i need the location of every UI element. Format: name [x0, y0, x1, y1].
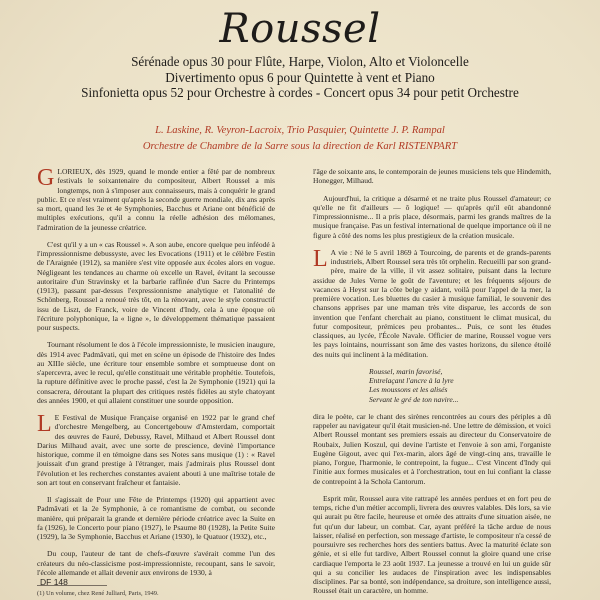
- paragraph: Esprit mûr, Roussel aura vite rattrapé les années perdues et en fort peu de temps, riche d'un métier accompli, livrera des œuvres valables. Dès lors, sa vie qui aurait pu être facile, heureuse et ornée des attraits d'une situation aisée, ne fut qu'un dur labeur, un combat. Car, ayant préféré la tâche ardue de nous laisser, réalisé en perfection, son message d'artiste, le compositeur n'a cessé de poursuivre ses recherches hors des sentiers battus. Avec la maturité éclate son génie, et si elle fut tardive, Albert Roussel connut la gloire quand une crise cardiaque l'emporta le 23 août 1937. La jeunesse a trouvé en lui un guide sûr qui a su concilier les audaces de l'inspiration avec les indispensables disciplines. Par sa bonté, son indépendance, sa droiture, son intelligence aussi, Roussel était un caractère, un homme.: [313, 493, 551, 596]
- paragraph-text: E Festival de Musique Française organisé en 1922 par le grand chef d'orchestre Mengelberg, au Concertgebouw d'Amsterdam, comportait des œuvres de Fauré, Debussy, Ravel, Milhaud et Albert Roussel dont Darius Milhaud avait, avec une sorte de prescience, devinė l'importance historique, comme il en témoigne dans ses Notes sans musique (1) : « Ravel jouissait d'un grand prestige à l'étranger, mais j'admirais plus Roussel dont l'évolution et les recherches constantes avaient abouti à une maîtrise totale de son art tout en conservant fraîcheur et fantaisie.: [37, 413, 275, 487]
- paragraph: Du coup, l'auteur de tant de chefs-d'œuvre s'avérait comme l'un des créateurs du néo-classicisme post-impressionniste, recoupant, sans le savoir, l'école allemande et allait devenir aux environs de 1930, à: [37, 549, 275, 577]
- drop-cap: L: [313, 245, 328, 272]
- paragraph: [313, 245, 551, 359]
- paragraph: dira le poète, car le chant des sirènes rencontrées au cours des périples a dû rappeler au navigateur qu'il était musicien-né. Une lettre de démission, et voici Albert Roussel montant ses premiers essais au directeur du Conservatoire de Roubaix, Julien Koszul, qui devine l'artiste et l'envoie à son ami, l'organiste Eugène Gigout, avec qui l'ex-marin, alors âgé de vingt-cinq ans, travaille le piano, l'orgue, l'harmonie, le contrepoint, la fugue... C'est Vincent d'Indy qui l'initie aux formes musicales et à l'orchestration, tout en lui confiant la classe de contrepoint à la Schola Cantorum.: [313, 411, 551, 486]
- paragraph: l'âge de soixante ans, le contemporain de jeunes musiciens tels que Hindemith, Honegger, Milhaud.: [313, 167, 551, 186]
- paragraph: Aujourd'hui, la critique a désarmé et ne traite plus Roussel d'amateur; ce qu'elle ne fit d'ailleurs — ô logique! — qu'après qu'il eût abandonné l'impressionnisme... Il a pris place, désormais, parmi les grands maîtres de la musique française. Pas un festival international de quelque importance où il ne figure à côté des noms les plus prestigieux de la création musicale.: [313, 193, 551, 240]
- work-line: Sinfonietta opus 52 pour Orchestre à cordes - Concert opus 34 pour petit Orchestre: [81, 85, 519, 101]
- paragraph-text: LORIEUX, dès 1929, quand le monde entier a fêté par de nombreux festivals le soixantenaire du compositeur, Albert Roussel a mis longtemps, non à s'imposer aux connaisseurs, mais à conquérir le grand public. Et ce n'est vraiment qu'après la seconde guerre mondiale, dix ans après sa mort, quand les 3e et 4e Symphonies, Bacchus et Ariane ont bénéficié de multiples exécutions, qu'il a connu la réelle adhésion des mélomanes, l'admiration de la jeunesse créatrice.: [37, 167, 275, 232]
- conductor-line: Orchestre de Chambre de la Sarre sous la direction de Karl RISTENPART: [142, 141, 458, 152]
- paragraph: Il s'agissait de Pour une Fête de Printemps (1920) qui appartient avec Padmâvati et la 2e Symphonie, à ce romantisme de combat, ou seconde manière, qui préparait la grande et dernière période créatrice avec la Suite en fa (1926), le Concerto pour piano (1927), le Psaume 80 (1928), la Petite Suite (1929), la 3e Symphonie, Bacchus et Ariane (1930), le Quatuor (1932), etc.,: [37, 495, 275, 541]
- footnote: (1) Un volume, chez René Julliard, Paris, 1949.: [37, 590, 159, 597]
- poem: [369, 367, 551, 404]
- left-column: [37, 167, 275, 598]
- drop-cap: L: [37, 411, 52, 437]
- poem-line: Entrelaçant l'ancre à la lyre: [369, 376, 454, 385]
- poem-line: Les moussons et les alisés: [369, 385, 448, 395]
- poem-line: Servant le gré de ton navire...: [369, 394, 459, 404]
- paragraph: [37, 167, 275, 232]
- paragraph: C'est qu'il y a un « cas Roussel ». A son aube, encore quelque peu inféodé à l'impressionnisme debussyste, avec les Evocations (1911) et le célèbre Festin de l'Araignée (1912), sa manière s'est vite opposée aux écoles alors en vogue. Négligeant les tendances au charme où excelle un Ravel, évitant la secousse autoritaire d'un Stravinsky et la barbarie raffinée d'un Sacre du Printemps (1913), passant par-dessus l'expressionnisme analytique et l'atonalité de Schönberg, Roussel a renoué très tôt, en la rénovant, avec le style constructif issu de Liszt, de Franck, voire de Vincent d'Indy, cela à une époque où l'écriture polyphonique, la « ligne », le développement thématique passaient pour suspects.: [37, 239, 275, 332]
- poem-line: Roussel, marin favorisé,: [369, 366, 443, 376]
- performers-line: L. Laskine, R. Veyron-Lacroix, Trio Pasquier, Quintette J. P. Rampal: [155, 125, 445, 136]
- right-column: [313, 167, 551, 600]
- work-line: Sérénade opus 30 pour Flûte, Harpe, Violon, Alto et Violoncelle: [131, 54, 469, 69]
- performers: [0, 123, 600, 155]
- page-title: Roussel: [219, 6, 381, 52]
- catalog-number: DF 148: [40, 577, 68, 587]
- paragraph: Tournant résolument le dos à l'école impressionniste, le musicien inaugure, dès 1914 avec Padmâvati, qui met en scène un épisode de l'histoire des Indes au XIIIe siècle, une écriture tour ensemble sombre et somptueuse dont on s'apercevra, avec le recul, qu'elle constituait une véritable prophétie. Toutefois, la rupture définitive avec le proche passé, c'est la 2e Symphonie (1921) qui la consacrera, déroutant la plupart des critiques restés fidèles au style chatoyant des années 1900, et qui allaient constituer une sourde opposition.: [37, 340, 275, 405]
- works-list: [0, 54, 600, 101]
- paragraph-text: A vie : Né le 5 avril 1869 à Tourcoing, de parents et de grands-parents industriels, Albert Roussel sera très tôt orphelin. Recueilli par son grand-père, maire de la ville, il vit assez solitaire, puisant dans la lecture assidue de Jules Verne le goût de l'aventure; et les fréquents séjours de vacances à Heyst sur la côte belge y aidant, voilà pour l'appel de la mer, la première vocation. Les bluettes du casier à musique familial, le souvenir des chansons apprises par une maman très vite disparue, les accords de son invention que l'enfant cherchait au piano, constituent le climat musical, du futur compositeur, prémices peu probantes... Puis, ce sont les études classiques, au lycée, l'École Navale. Officier de marine, Roussel vogue vers les pays lointains, nourrissant son âme des vastes horizons, du silence étoilé des nuits qui inclinent à la méditation.: [313, 247, 551, 359]
- drop-cap: G: [37, 165, 55, 191]
- work-line: Divertimento opus 6 pour Quintette à vent et Piano: [165, 69, 435, 85]
- paragraph: [37, 413, 275, 487]
